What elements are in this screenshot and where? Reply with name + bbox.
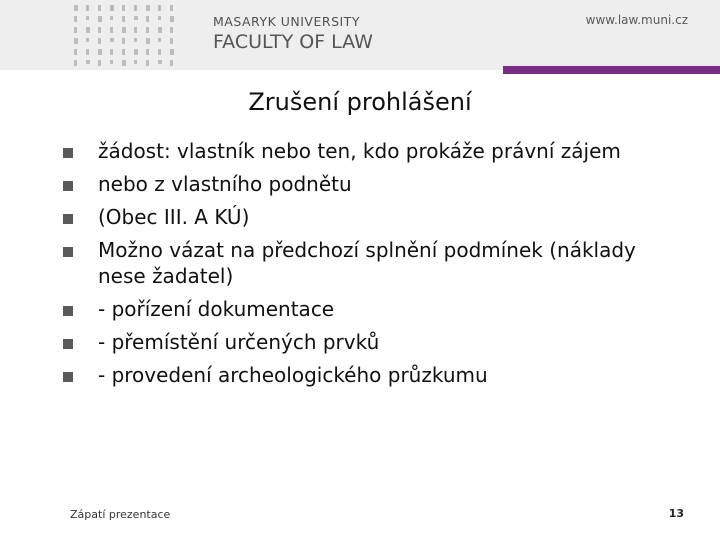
bullet-item: [62, 296, 682, 322]
bullet-text: žádost: vlastník nebo ten, kdo prokáže právní zájem: [98, 139, 621, 163]
square-bullet-icon: [63, 306, 73, 316]
bullet-item: [62, 329, 682, 355]
footer-text: Zápatí prezentace: [70, 508, 171, 521]
square-bullet-icon: [63, 181, 73, 191]
square-bullet-icon: [63, 247, 73, 257]
bullet-text: nebo z vlastního podnětu: [98, 172, 352, 196]
bullet-item: [62, 138, 682, 164]
bullet-list: [62, 138, 682, 395]
bullet-item: [62, 171, 682, 197]
page-number: 13: [668, 507, 684, 520]
square-bullet-icon: [63, 372, 73, 382]
accent-bar: [503, 66, 720, 74]
bullet-text: - pořízení dokumentace: [98, 297, 335, 321]
header-band: [0, 0, 720, 70]
square-bullet-icon: [63, 339, 73, 349]
bullet-item: [62, 237, 682, 289]
faculty-name: FACULTY OF LAW: [213, 31, 373, 53]
bullet-text: (Obec III. A KÚ): [98, 205, 250, 229]
slide-title: Zrušení prohlášení: [248, 88, 472, 116]
bullet-text: - provedení archeologického průzkumu: [98, 363, 488, 387]
bullet-text: - přemístění určených prvků: [98, 330, 380, 354]
bullet-text: Možno vázat na předchozí splnění podmínek (náklady nese žadatel): [98, 238, 636, 288]
university-name: MASARYK UNIVERSITY: [213, 14, 360, 29]
site-url: www.law.muni.cz: [585, 13, 688, 27]
square-bullet-icon: [63, 148, 73, 158]
square-bullet-icon: [63, 214, 73, 224]
bullet-item: [62, 204, 682, 230]
bullet-item: [62, 362, 682, 388]
muni-symbol-pattern-icon: [70, 0, 182, 70]
